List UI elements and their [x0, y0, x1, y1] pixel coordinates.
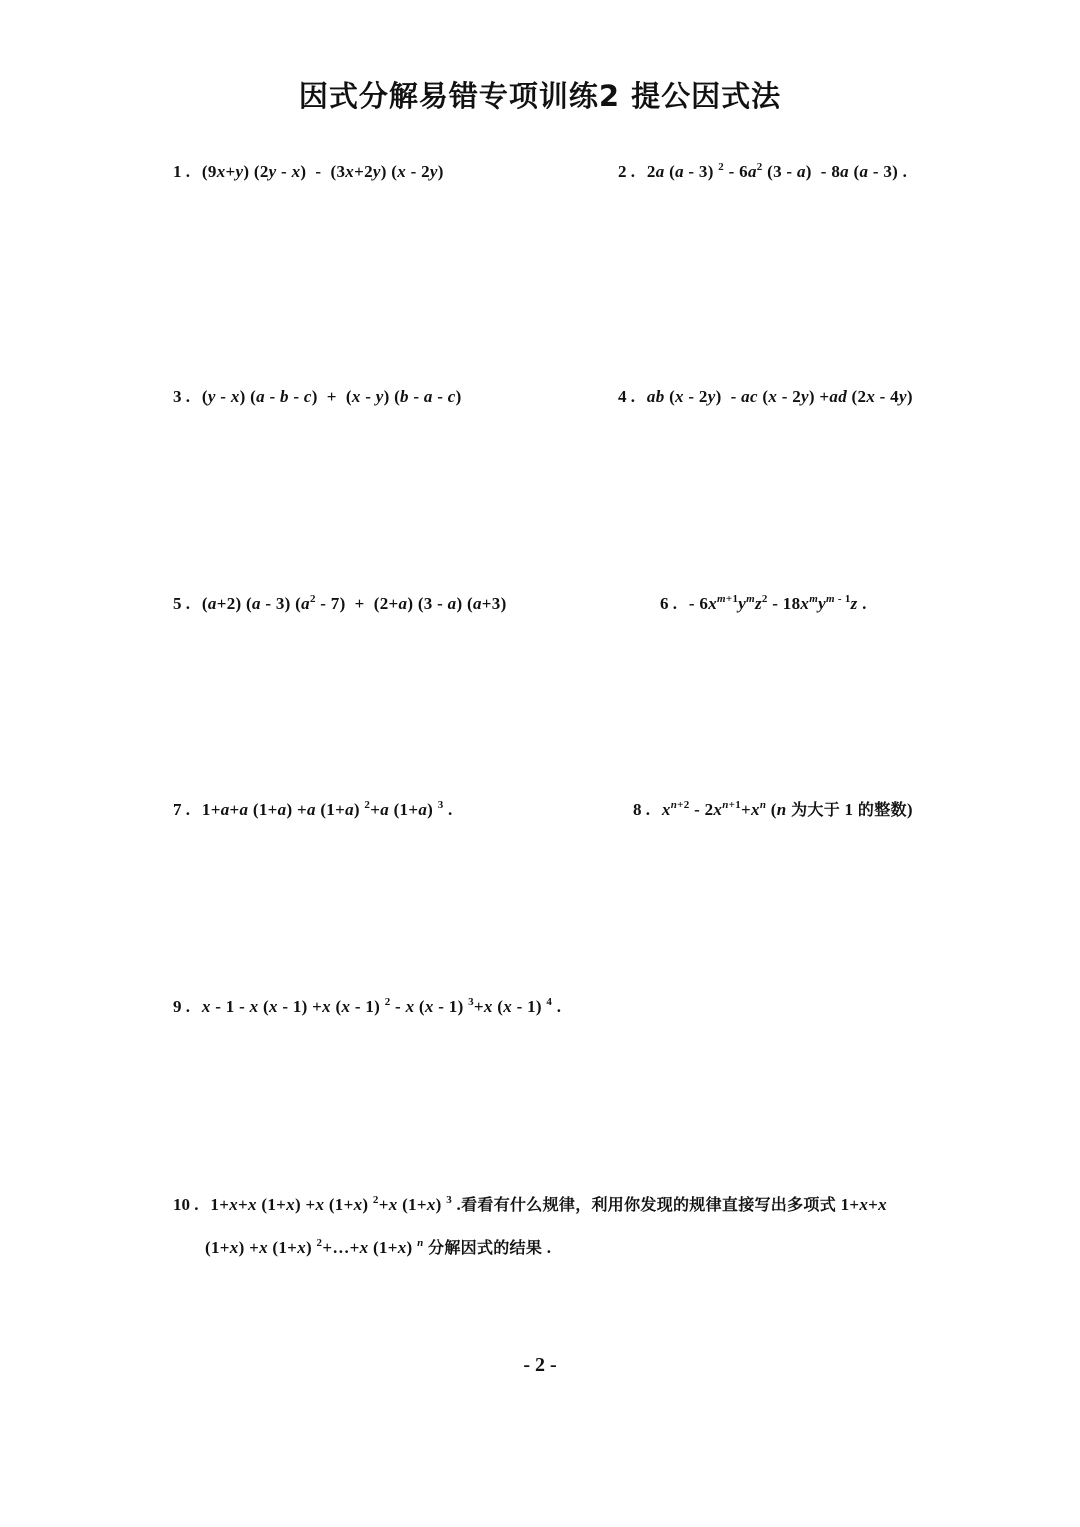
- page-number: - 2 -: [523, 1354, 557, 1376]
- problem-expression: $x^{n+2} - 2x^{n+1}+x^n$ (n 为大于 1 的整数): [661, 799, 913, 819]
- problem-3: [173, 387, 462, 407]
- problem-expression: 1+x+x (1+x) +x (1+x) $^2$+x (1+x) $^3$ .看看有什么规律，利用你发现的规律直接写出多项式 1+x+x: [210, 1194, 887, 1214]
- problem-10-continuation: (1+x) +x (1+x) $^2$+…+x (1+x) $^n$ 分解因式的结果 .: [205, 1237, 552, 1257]
- problem-number: 2 .: [618, 162, 635, 181]
- problem-number: 8 .: [633, 800, 650, 819]
- problem-8: [633, 800, 913, 820]
- problem-2: [618, 162, 907, 182]
- problem-expression: ab (x - 2y) - ac (x - 2y) +ad (2x - 4y): [646, 387, 913, 406]
- problem-number: 5 .: [173, 594, 190, 613]
- page-title: 因式分解易错专项训练2 提公因式法: [298, 79, 782, 113]
- problem-number: 3 .: [173, 387, 190, 406]
- problem-number: 4 .: [618, 387, 635, 406]
- problem-number: 1 .: [173, 162, 190, 181]
- problem-1: [173, 162, 444, 182]
- problem-expression: - $6x^{m+1}y^mz^2 - 18x^my^{m - 1}z$ .: [688, 593, 867, 613]
- problem-number: 7 .: [173, 800, 190, 819]
- problem-6: [660, 594, 867, 614]
- problem-4: [618, 387, 913, 407]
- problem-expression: (a+2) (a - 3) $(a^2 - 7) + (2+a)$ (3 - a) (a+3): [201, 593, 507, 613]
- problem-9: [173, 997, 561, 1017]
- problem-expression: (y - x) (a - b - c) + (x - y) (b - a - c): [201, 387, 462, 406]
- problem-number: 6 .: [660, 594, 677, 613]
- problem-expression: (9x+y) (2y - x) - (3x+2y) (x - 2y): [201, 162, 444, 181]
- problem-10: [173, 1195, 887, 1215]
- problem-expression: x - 1 - x (x - 1) +x (x - 1) $^2$ - x (x - 1) $^3$+x (x - 1) $^4$ .: [201, 996, 562, 1016]
- problem-number: 9 .: [173, 997, 190, 1016]
- problem-expression: 1+a+a (1+a) +a (1+a) $^2$+a (1+a) $^3$ .: [201, 799, 453, 819]
- problem-number: 10 .: [173, 1195, 199, 1214]
- problem-7: [173, 800, 453, 820]
- problem-5: [173, 594, 507, 614]
- problem-expression: 2a (a - 3) $^2 - 6a^2$ (3 - a) - 8a (a - 3) .: [646, 161, 908, 181]
